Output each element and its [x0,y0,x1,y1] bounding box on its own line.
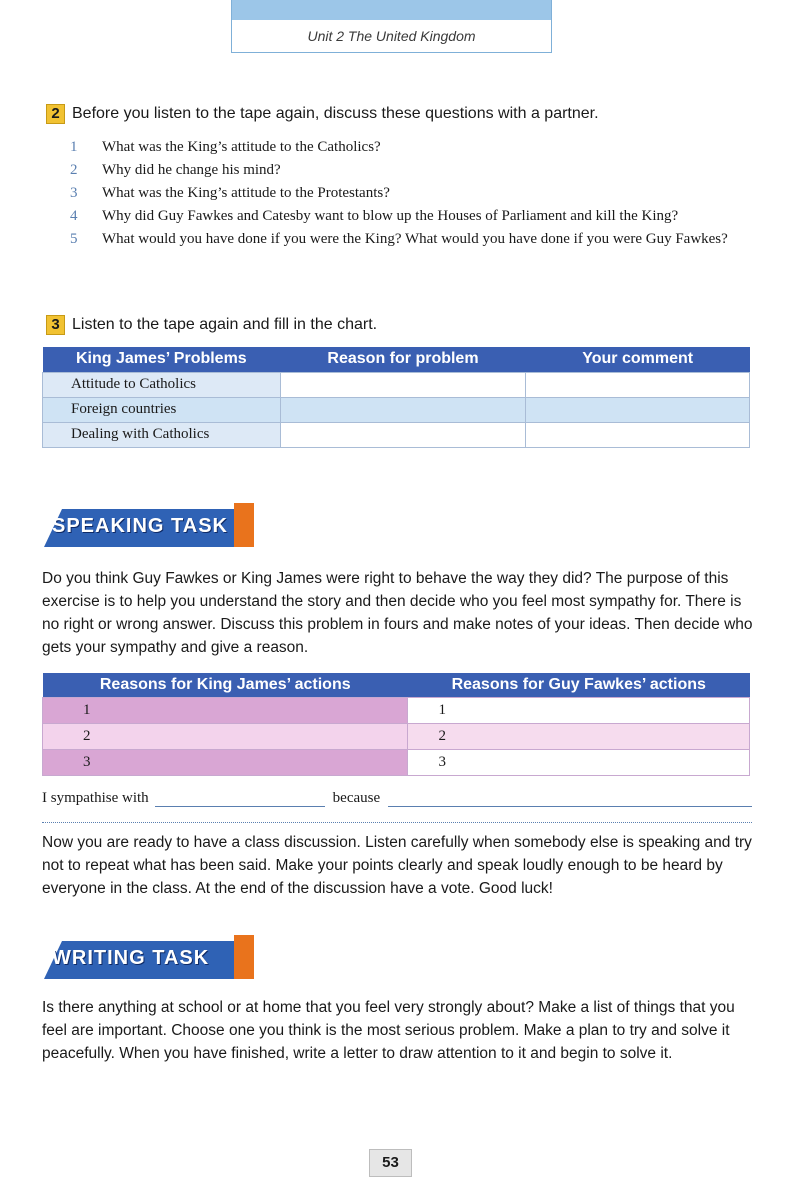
col-header-comment: Your comment [526,347,750,372]
question-text: What would you have done if you were the King? What would you have done if you were Guy Fawkes? [102,231,728,247]
header-band [232,0,551,20]
problem-cell: Foreign countries [43,397,281,422]
chart-header-row [43,347,750,372]
because-label: because [332,790,381,806]
reason-cell[interactable] [280,397,526,422]
step-3-instruction: Listen to the tape again and fill in the chart. [72,316,378,333]
table-row [43,422,750,447]
fawkes-reason-cell[interactable]: 1 [408,697,750,723]
sympathy-line [42,790,752,807]
question-item [70,228,760,250]
banner-tab [234,503,254,547]
sympathise-blank[interactable] [155,791,325,807]
question-item [70,136,760,158]
speaking-task-title: SPEAKING TASK [52,515,228,537]
comment-cell[interactable] [526,397,750,422]
question-text: Why did he change his mind? [102,162,281,178]
table-row [43,397,750,422]
question-item [70,205,760,227]
reasons-chart [42,673,750,776]
sympathise-label: I sympathise with [42,790,149,806]
question-item [70,159,760,181]
col-header-problems: King James’ Problems [43,347,281,372]
writing-task-title: WRITING TASK [52,947,210,969]
problems-chart [42,347,750,448]
table-row [43,723,750,749]
question-text: Why did Guy Fawkes and Catesby want to blow up the Houses of Parliament and kill the King? [102,208,679,224]
speaking-paragraph: Do you think Guy Fawkes or King James were right to behave the way they did? The purpose of this exercise is to help you understand the story and then decide who you feel most sympathy for. There is no right or wrong answer. Discuss this problem in fours and make notes of your ideas. Then decide who gets your sympathy and give a reason. [42,570,753,656]
question-number: 3 [70,185,78,201]
speaking-task-banner [44,509,248,547]
table-row [43,749,750,775]
problem-cell: Attitude to Catholics [43,372,281,397]
col-header-guy-fawkes: Reasons for Guy Fawkes’ actions [408,673,750,697]
writing-task-banner [44,941,248,979]
table-row [43,697,750,723]
divider [42,822,752,823]
king-reason-cell[interactable]: 1 [43,697,408,723]
step-3-badge: 3 [46,315,65,335]
question-number: 2 [70,162,78,178]
king-reason-cell[interactable]: 3 [43,749,408,775]
chart-header-row [43,673,750,697]
question-number: 5 [70,231,78,247]
fawkes-reason-cell[interactable]: 2 [408,723,750,749]
page-number: 53 [369,1149,412,1177]
question-item [70,182,760,204]
question-text: What was the King’s attitude to the Protestants? [102,185,390,201]
comment-cell[interactable] [526,422,750,447]
reason-cell[interactable] [280,422,526,447]
discussion-paragraph: Now you are ready to have a class discussion. Listen carefully when somebody else is speaking and try not to repeat what has been said. Make your points clearly and speak loudly enough to be heard by everyone in the class. At the end of the discussion have a vote. Good luck! [42,834,752,897]
writing-paragraph: Is there anything at school or at home that you feel very strongly about? Make a list of things that you feel are important. Choose one you think is the most serious problem. Make a plan to try and solve it peacefully. When you have finished, write a letter to draw attention to it and begin to solve it. [42,999,735,1062]
reason-cell[interactable] [280,372,526,397]
banner-tab [234,935,254,979]
unit-header [231,0,552,53]
king-reason-cell[interactable]: 2 [43,723,408,749]
table-row [43,372,750,397]
step-2-instruction: Before you listen to the tape again, discuss these questions with a partner. [72,105,599,122]
fawkes-reason-cell[interactable]: 3 [408,749,750,775]
because-blank[interactable] [388,791,752,807]
col-header-reason: Reason for problem [280,347,526,372]
question-text: What was the King’s attitude to the Catholics? [102,139,381,155]
question-list [70,136,760,251]
question-number: 4 [70,208,78,224]
col-header-king-james: Reasons for King James’ actions [43,673,408,697]
problem-cell: Dealing with Catholics [43,422,281,447]
step-2-badge: 2 [46,104,65,124]
unit-title: Unit 2 The United Kingdom [307,28,476,44]
comment-cell[interactable] [526,372,750,397]
question-number: 1 [70,139,78,155]
